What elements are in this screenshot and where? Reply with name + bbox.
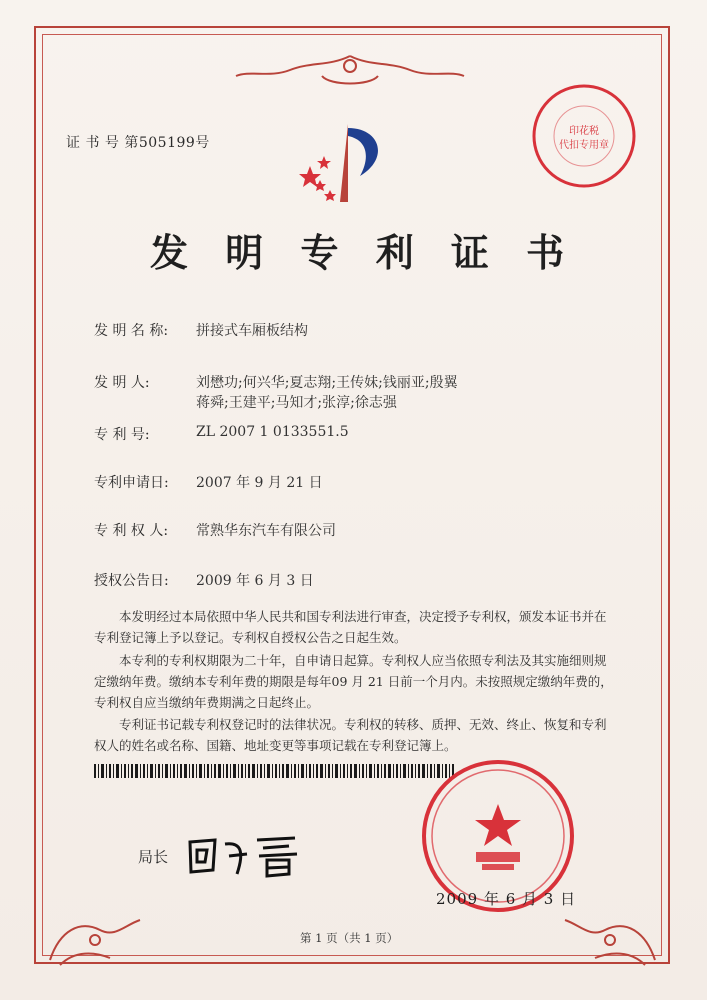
document-title: 发 明 专 利 证 书 [150,230,577,275]
issue-date: 2009 年 6 月 3 日 [436,890,577,908]
certificate-number: 证 书 号 第505199号 [66,135,210,151]
tax-stamp-icon [528,80,640,192]
patent-office-logo-icon [290,118,400,208]
field-value-application-date: 2007 年 9 月 21 日 [196,475,323,491]
field-label-invention-name: 发 明 名 称: [94,323,169,339]
field-label-grant-date: 授权公告日: [94,573,169,589]
field-value-patent-number: ZL 2007 1 0133551.5 [196,424,349,440]
director-label: 局长 [138,848,169,866]
bottom-left-ornament-icon [40,880,150,970]
field-label-application-date: 专利申请日: [94,475,169,491]
paragraph-legal-status: 专利证书记载专利权登记时的法律状况。专利权的转移、质押、无效、终止、恢复和专利权人的姓名或名称、国籍、地址变更等事项记载在专利登记簿上。 [94,717,607,753]
field-label-patent-number: 专 利 号: [94,427,150,443]
svg-text:代扣专用章: 代扣专用章 [559,140,609,151]
field-value-inventors-line2: 蒋舜;王建平;马知才;张淳;徐志强 [196,395,397,411]
barcode-icon [94,764,454,778]
field-label-inventors: 发 明 人: [94,375,150,391]
field-value-patentee: 常熟华东汽车有限公司 [196,523,336,539]
field-value-grant-date: 2009 年 6 月 3 日 [196,573,314,589]
field-label-patentee: 专 利 权 人: [94,523,169,539]
paragraph-term-and-fees: 本专利的专利权期限为二十年，自申请日起算。专利权人应当依照专利法及其实施细则规定缴纳年费。缴纳本专利年费的期限是每年09 月 21 日前一个月内。未按照规定缴纳年费的，专利权自应当缴纳年费期满之日起终止。 [94,653,613,710]
field-value-invention-name: 拼接式车厢板结构 [196,323,308,339]
page-footer: 第 1 页（共 1 页） [300,931,399,945]
svg-text:印花税: 印花税 [569,126,599,137]
field-value-inventors-line1: 刘懋功;何兴华;夏志翔;王传妹;钱丽亚;殷翼 [196,375,458,391]
paragraph-grant-statement: 本发明经过本局依照中华人民共和国专利法进行审查，决定授予专利权，颁发本证书并在专利登记簿上予以登记。专利权自授权公告之日起生效。 [94,609,607,645]
director-signature-icon [185,830,305,880]
top-ornament-icon [230,52,470,90]
